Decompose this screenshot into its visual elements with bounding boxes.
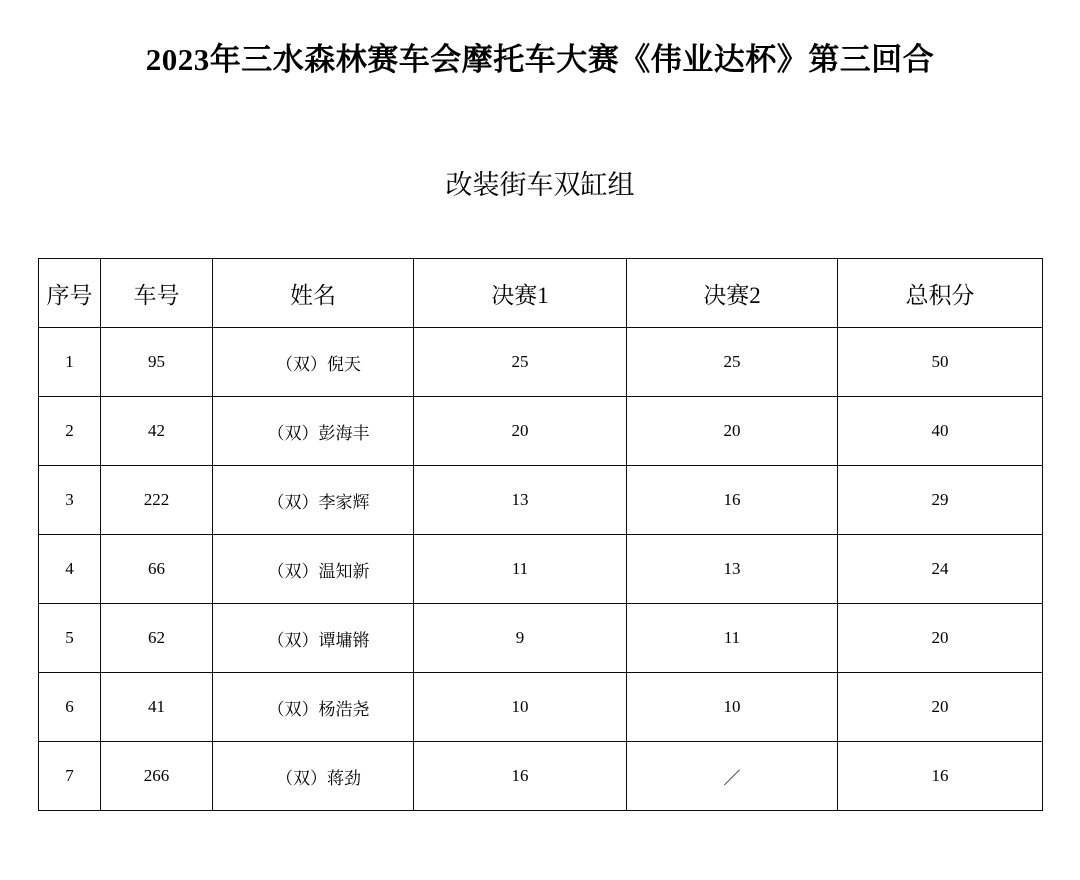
column-header-final1: 决赛1 [414, 259, 627, 328]
cell-final1: 11 [414, 535, 627, 604]
table-row [39, 466, 1043, 535]
cell-total: 24 [838, 535, 1043, 604]
page-subtitle: 改装街车双缸组 [445, 170, 635, 201]
table-row [39, 673, 1043, 742]
cell-final2: 10 [627, 673, 838, 742]
cell-total: 20 [838, 604, 1043, 673]
cell-final1: 20 [414, 397, 627, 466]
cell-index: 6 [39, 673, 101, 742]
document-page [0, 40, 1080, 880]
column-header-final2: 决赛2 [627, 259, 838, 328]
cell-total: 29 [838, 466, 1043, 535]
table-body [39, 328, 1043, 811]
column-header-total: 总积分 [838, 259, 1043, 328]
cell-final1: 9 [414, 604, 627, 673]
cell-index: 3 [39, 466, 101, 535]
cell-total: 16 [838, 742, 1043, 811]
cell-car-no: 62 [101, 604, 213, 673]
cell-name: （双）温知新 [213, 535, 414, 604]
cell-name: （双）李家辉 [213, 466, 414, 535]
column-header-car-no: 车号 [101, 259, 213, 328]
cell-index: 2 [39, 397, 101, 466]
cell-final1: 25 [414, 328, 627, 397]
table-header [39, 259, 1043, 328]
page-title: 2023年三水森林赛车会摩托车大赛《伟业达杯》第三回合 [145, 42, 935, 77]
cell-car-no: 95 [101, 328, 213, 397]
cell-final1: 13 [414, 466, 627, 535]
cell-name: （双）蒋劲 [213, 742, 414, 811]
cell-car-no: 66 [101, 535, 213, 604]
table-row [39, 604, 1043, 673]
cell-final2: 16 [627, 466, 838, 535]
cell-name: （双）杨浩尧 [213, 673, 414, 742]
cell-final2: 11 [627, 604, 838, 673]
column-header-index: 序号 [39, 259, 101, 328]
column-header-name: 姓名 [213, 259, 414, 328]
cell-name: （双）彭海丰 [213, 397, 414, 466]
cell-final2: 13 [627, 535, 838, 604]
table-header-row [39, 259, 1043, 328]
results-table [38, 258, 1043, 811]
cell-total: 40 [838, 397, 1043, 466]
table-row [39, 535, 1043, 604]
cell-final2: 20 [627, 397, 838, 466]
table-row [39, 742, 1043, 811]
cell-name: （双）谭墉锵 [213, 604, 414, 673]
cell-final1: 10 [414, 673, 627, 742]
cell-final2: ／ [627, 742, 838, 811]
cell-final2: 25 [627, 328, 838, 397]
cell-car-no: 42 [101, 397, 213, 466]
cell-total: 50 [838, 328, 1043, 397]
cell-final1: 16 [414, 742, 627, 811]
table-row [39, 328, 1043, 397]
cell-total: 20 [838, 673, 1043, 742]
cell-car-no: 41 [101, 673, 213, 742]
cell-car-no: 266 [101, 742, 213, 811]
cell-index: 4 [39, 535, 101, 604]
cell-name: （双）倪天 [213, 328, 414, 397]
table-row [39, 397, 1043, 466]
cell-index: 7 [39, 742, 101, 811]
cell-index: 1 [39, 328, 101, 397]
results-table-container [38, 258, 1042, 811]
cell-car-no: 222 [101, 466, 213, 535]
cell-index: 5 [39, 604, 101, 673]
